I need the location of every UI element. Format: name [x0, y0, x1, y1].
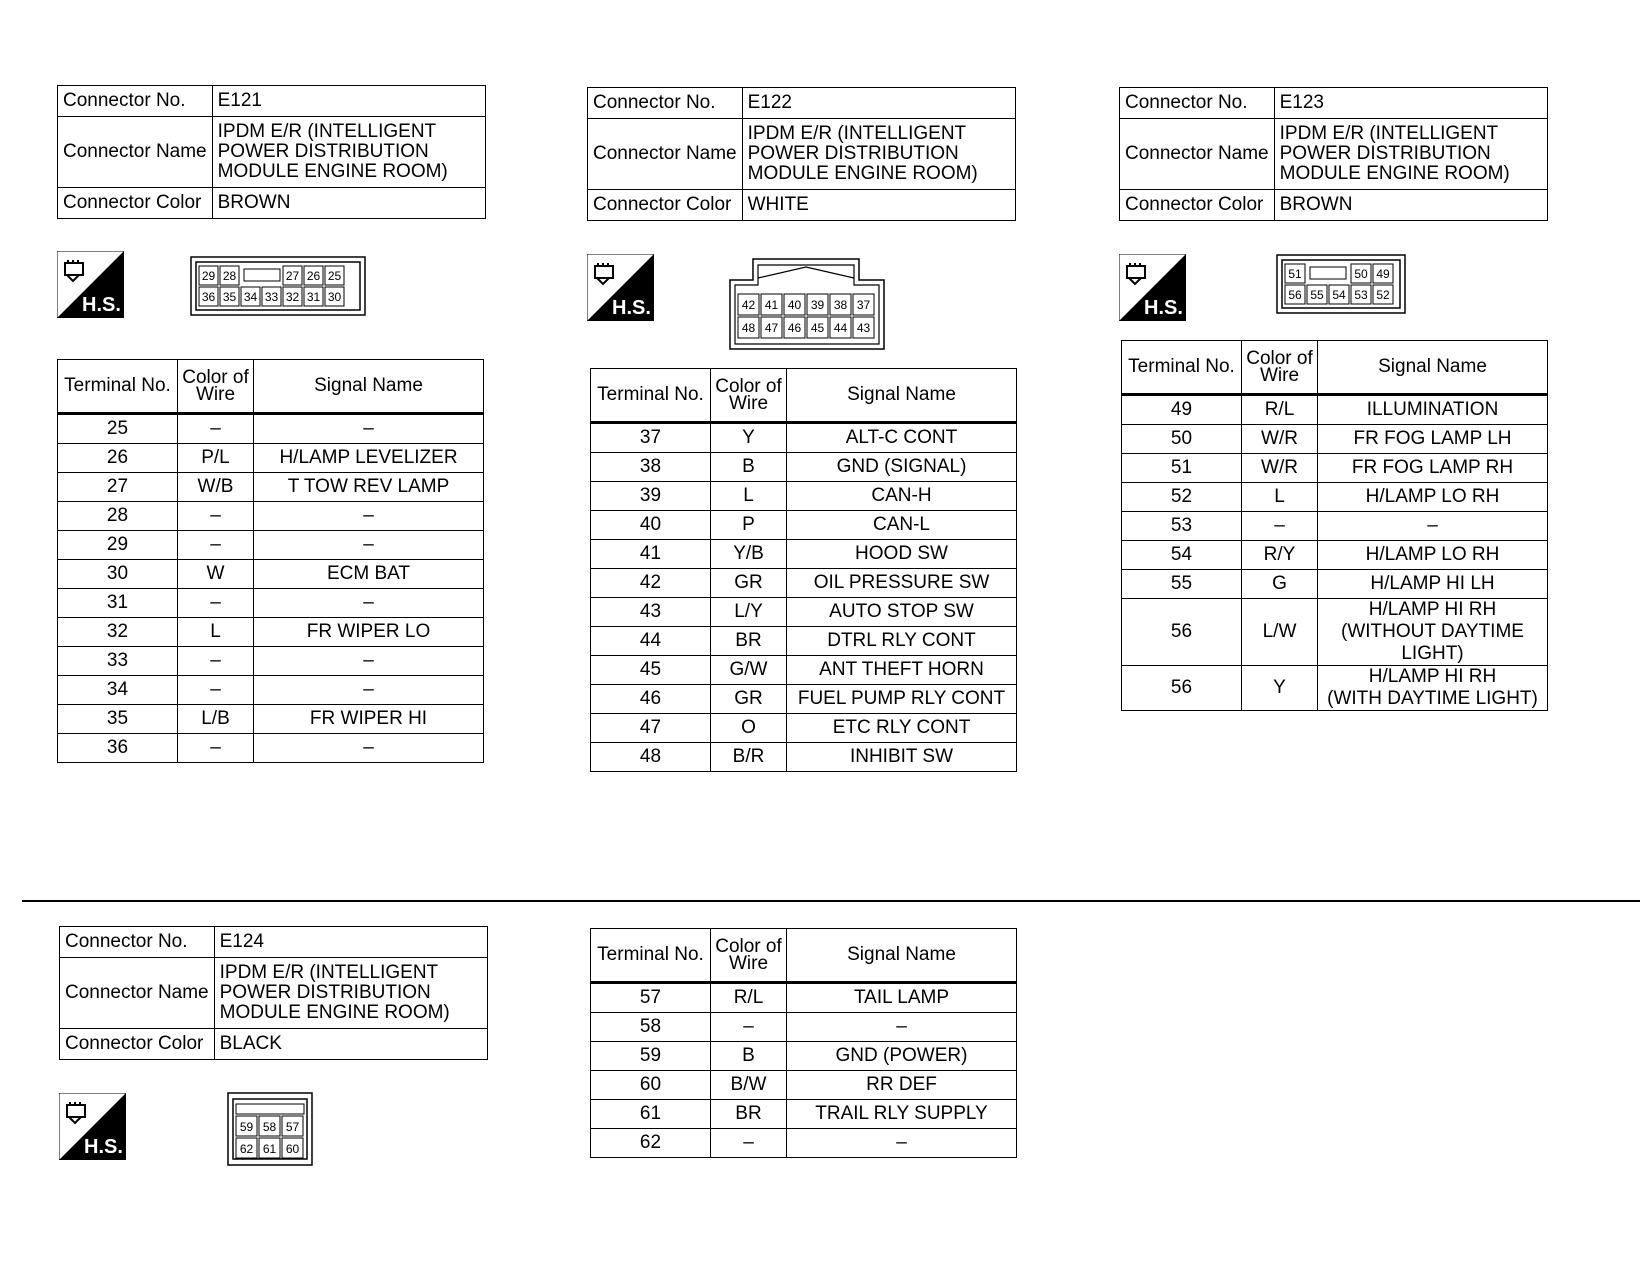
pin-52: 52 — [1376, 288, 1390, 302]
terminal-row — [1122, 454, 1548, 483]
signal-name-cell: TRAIL RLY SUPPLY — [787, 1100, 1017, 1129]
signal-name-cell: – — [254, 502, 484, 531]
wire-color-cell: R/L — [711, 983, 787, 1013]
terminal-row — [591, 685, 1017, 714]
wire-color-cell: L — [178, 618, 254, 647]
connector-color-label: Connector Color — [60, 1029, 215, 1060]
pin-26: 26 — [306, 269, 321, 283]
terminal-no-cell: 43 — [591, 598, 711, 627]
signal-name-cell: – — [254, 414, 484, 444]
harness-side-icon — [587, 254, 654, 321]
terminal-no-cell: 52 — [1122, 483, 1242, 512]
terminal-row — [591, 453, 1017, 482]
connector-name-value: IPDM E/R (INTELLIGENT POWER DISTRIBUTION MODULE ENGINE ROOM) — [214, 958, 487, 1029]
terminal-row — [58, 618, 484, 647]
terminal-no-cell: 53 — [1122, 512, 1242, 541]
wire-color-cell: GR — [711, 685, 787, 714]
terminal-no-header: Terminal No. — [1122, 341, 1242, 395]
terminal-no-cell: 55 — [1122, 570, 1242, 599]
connector-no-label: Connector No. — [60, 927, 215, 958]
terminal-row — [1122, 541, 1548, 570]
terminal-no-cell: 46 — [591, 685, 711, 714]
pin-45: 45 — [810, 321, 825, 335]
wire-color-cell: BR — [711, 1100, 787, 1129]
connector-no-value: E123 — [1274, 88, 1547, 119]
pin-61: 61 — [262, 1142, 277, 1156]
pin-44: 44 — [833, 321, 848, 335]
terminal-no-cell: 44 — [591, 627, 711, 656]
wire-color-cell: – — [178, 676, 254, 705]
wire-color-cell: L/W — [1242, 599, 1318, 666]
wire-color-cell: L/B — [178, 705, 254, 734]
terminal-no-cell: 51 — [1122, 454, 1242, 483]
pin-53: 53 — [1354, 288, 1368, 302]
connector-color-label: Connector Color — [1120, 190, 1275, 221]
terminal-no-cell: 41 — [591, 540, 711, 569]
wire-color-cell: W/R — [1242, 425, 1318, 454]
wire-color-cell: Y/B — [711, 540, 787, 569]
terminal-row — [58, 560, 484, 589]
pin-29: 29 — [201, 269, 216, 283]
pin-55: 55 — [1310, 288, 1324, 302]
wire-color-cell: G — [1242, 570, 1318, 599]
connector-no-value: E122 — [742, 88, 1015, 119]
signal-name-header: Signal Name — [1318, 341, 1548, 395]
terminal-rows — [58, 414, 484, 763]
terminal-table-e124 — [590, 928, 1017, 1158]
terminal-row — [1122, 425, 1548, 454]
terminal-row — [58, 531, 484, 560]
wire-color-cell: – — [178, 502, 254, 531]
terminal-no-cell: 61 — [591, 1100, 711, 1129]
wire-color-cell: B/W — [711, 1071, 787, 1100]
wire-color-cell: B — [711, 453, 787, 482]
connector-name-value: IPDM E/R (INTELLIGENT POWER DISTRIBUTION MODULE ENGINE ROOM) — [1274, 119, 1547, 190]
terminal-row — [591, 569, 1017, 598]
pin-54: 54 — [1332, 288, 1346, 302]
terminal-row — [58, 705, 484, 734]
pin-62: 62 — [239, 1142, 254, 1156]
color-of-wire-header: Color of Wire — [178, 360, 254, 414]
signal-name-header: Signal Name — [787, 929, 1017, 983]
signal-name-cell: DTRL RLY CONT — [787, 627, 1017, 656]
terminal-table-e123 — [1121, 340, 1548, 711]
signal-name-cell: CAN-H — [787, 482, 1017, 511]
signal-name-cell: T TOW REV LAMP — [254, 473, 484, 502]
wire-color-cell: Y — [711, 423, 787, 453]
wire-color-cell: L/Y — [711, 598, 787, 627]
terminal-row — [591, 482, 1017, 511]
wire-color-cell: G/W — [711, 656, 787, 685]
connector-no-label: Connector No. — [58, 86, 213, 117]
signal-name-cell: TAIL LAMP — [787, 983, 1017, 1013]
terminal-no-cell: 37 — [591, 423, 711, 453]
terminal-no-cell: 60 — [591, 1071, 711, 1100]
terminal-no-cell: 57 — [591, 983, 711, 1013]
connector-name-value: IPDM E/R (INTELLIGENT POWER DISTRIBUTION MODULE ENGINE ROOM) — [212, 117, 485, 188]
terminal-no-cell: 32 — [58, 618, 178, 647]
wire-color-cell: – — [711, 1129, 787, 1158]
terminal-no-cell: 59 — [591, 1042, 711, 1071]
pin-42: 42 — [741, 298, 756, 312]
terminal-row — [591, 511, 1017, 540]
wire-color-cell: – — [178, 734, 254, 763]
terminal-no-cell: 47 — [591, 714, 711, 743]
pin-25: 25 — [327, 269, 342, 283]
terminal-no-cell: 28 — [58, 502, 178, 531]
pin-50: 50 — [1354, 267, 1368, 281]
signal-name-cell: H/LAMP LO RH — [1318, 541, 1548, 570]
wire-color-cell: O — [711, 714, 787, 743]
terminal-no-cell: 34 — [58, 676, 178, 705]
terminal-no-cell: 29 — [58, 531, 178, 560]
pin-39: 39 — [810, 298, 825, 312]
connector-color-label: Connector Color — [588, 190, 743, 221]
terminal-no-cell: 31 — [58, 589, 178, 618]
pin-37: 37 — [856, 298, 871, 312]
connector-color-value: BROWN — [1274, 190, 1547, 221]
signal-name-cell: INHIBIT SW — [787, 743, 1017, 772]
connector-no-value: E124 — [214, 927, 487, 958]
wire-color-cell: L — [1242, 483, 1318, 512]
signal-name-cell: – — [1318, 512, 1548, 541]
connector-info-e124 — [59, 926, 488, 1060]
terminal-row — [591, 1129, 1017, 1158]
terminal-no-cell: 54 — [1122, 541, 1242, 570]
terminal-row — [591, 1071, 1017, 1100]
signal-name-cell: – — [254, 589, 484, 618]
pin-43: 43 — [856, 321, 871, 335]
terminal-no-header: Terminal No. — [58, 360, 178, 414]
signal-name-header: Signal Name — [787, 369, 1017, 423]
connector-name-value: IPDM E/R (INTELLIGENT POWER DISTRIBUTION MODULE ENGINE ROOM) — [742, 119, 1015, 190]
pin-51: 51 — [1288, 267, 1302, 281]
wire-color-cell: L — [711, 482, 787, 511]
terminal-row — [58, 473, 484, 502]
connector-name-label: Connector Name — [60, 958, 215, 1029]
terminal-table-e122 — [590, 368, 1017, 772]
connector-color-value: BROWN — [212, 188, 485, 219]
section-divider — [22, 900, 1640, 902]
terminal-no-cell: 38 — [591, 453, 711, 482]
signal-name-cell: H/LAMP LO RH — [1318, 483, 1548, 512]
wire-color-cell: W — [178, 560, 254, 589]
terminal-no-cell: 42 — [591, 569, 711, 598]
terminal-no-cell: 50 — [1122, 425, 1242, 454]
connector-color-value: BLACK — [214, 1029, 487, 1060]
signal-name-cell: – — [254, 734, 484, 763]
terminal-no-header: Terminal No. — [591, 369, 711, 423]
terminal-rows — [591, 423, 1017, 772]
signal-name-cell: RR DEF — [787, 1071, 1017, 1100]
pin-35: 35 — [222, 290, 237, 304]
harness-side-icon — [57, 251, 124, 318]
hs-badge-text: H.S. — [84, 1136, 123, 1158]
hs-badge-text: H.S. — [82, 294, 121, 316]
terminal-no-cell: 36 — [58, 734, 178, 763]
signal-name-cell: – — [254, 676, 484, 705]
connector-face-e123 — [1276, 254, 1406, 314]
signal-name-cell: – — [254, 531, 484, 560]
wire-color-cell: R/Y — [1242, 541, 1318, 570]
pin-47: 47 — [764, 321, 779, 335]
terminal-row — [58, 589, 484, 618]
signal-name-header: Signal Name — [254, 360, 484, 414]
terminal-table-e121 — [57, 359, 484, 763]
connector-color-value: WHITE — [742, 190, 1015, 221]
terminal-no-cell: 35 — [58, 705, 178, 734]
signal-name-cell: ETC RLY CONT — [787, 714, 1017, 743]
signal-name-cell: AUTO STOP SW — [787, 598, 1017, 627]
wire-color-cell: P/L — [178, 444, 254, 473]
wire-color-cell: B — [711, 1042, 787, 1071]
terminal-rows — [1122, 395, 1548, 711]
pin-49: 49 — [1376, 267, 1390, 281]
signal-name-cell: H/LAMP HI RH (WITHOUT DAYTIME LIGHT) — [1318, 599, 1548, 666]
terminal-row — [591, 1013, 1017, 1042]
connector-no-label: Connector No. — [588, 88, 743, 119]
harness-side-icon — [59, 1093, 126, 1160]
terminal-no-cell: 45 — [591, 656, 711, 685]
signal-name-cell: FR WIPER LO — [254, 618, 484, 647]
terminal-no-cell: 33 — [58, 647, 178, 676]
connector-name-label: Connector Name — [1120, 119, 1275, 190]
connector-name-label: Connector Name — [588, 119, 743, 190]
signal-name-cell: HOOD SW — [787, 540, 1017, 569]
hs-badge-text: H.S. — [612, 297, 651, 319]
wire-color-cell: W/R — [1242, 454, 1318, 483]
signal-name-cell: H/LAMP HI LH — [1318, 570, 1548, 599]
connector-face-e121 — [190, 256, 366, 316]
wire-color-cell: BR — [711, 627, 787, 656]
signal-name-cell: ILLUMINATION — [1318, 395, 1548, 425]
wire-color-cell: – — [178, 589, 254, 618]
connector-no-value: E121 — [212, 86, 485, 117]
terminal-row — [591, 627, 1017, 656]
terminal-no-cell: 40 — [591, 511, 711, 540]
terminal-no-cell: 26 — [58, 444, 178, 473]
terminal-row — [1122, 483, 1548, 512]
signal-name-cell: – — [254, 647, 484, 676]
signal-name-cell: ALT-C CONT — [787, 423, 1017, 453]
signal-name-cell: GND (POWER) — [787, 1042, 1017, 1071]
pin-58: 58 — [262, 1120, 277, 1134]
terminal-row — [1122, 599, 1548, 666]
terminal-no-cell: 25 — [58, 414, 178, 444]
terminal-no-cell: 39 — [591, 482, 711, 511]
pin-41: 41 — [764, 298, 779, 312]
signal-name-cell: H/LAMP LEVELIZER — [254, 444, 484, 473]
pin-60: 60 — [285, 1142, 300, 1156]
pin-30: 30 — [327, 290, 342, 304]
terminal-row — [58, 502, 484, 531]
signal-name-cell: GND (SIGNAL) — [787, 453, 1017, 482]
connector-info-e123 — [1119, 87, 1548, 221]
terminal-row — [591, 540, 1017, 569]
color-of-wire-header: Color of Wire — [1242, 341, 1318, 395]
pin-36: 36 — [201, 290, 216, 304]
terminal-row — [58, 414, 484, 444]
pin-32: 32 — [285, 290, 300, 304]
wire-color-cell: B/R — [711, 743, 787, 772]
connector-no-label: Connector No. — [1120, 88, 1275, 119]
terminal-no-header: Terminal No. — [591, 929, 711, 983]
signal-name-cell: FR WIPER HI — [254, 705, 484, 734]
terminal-row — [591, 423, 1017, 453]
terminal-row — [591, 983, 1017, 1013]
connector-face-e122 — [729, 258, 885, 350]
terminal-no-cell: 62 — [591, 1129, 711, 1158]
terminal-row — [1122, 570, 1548, 599]
wire-color-cell: P — [711, 511, 787, 540]
terminal-row — [58, 647, 484, 676]
signal-name-cell: – — [787, 1013, 1017, 1042]
harness-side-icon — [1119, 254, 1186, 321]
terminal-row — [1122, 395, 1548, 425]
terminal-no-cell: 56 — [1122, 599, 1242, 666]
terminal-row — [591, 743, 1017, 772]
signal-name-cell: FR FOG LAMP LH — [1318, 425, 1548, 454]
terminal-no-cell: 30 — [58, 560, 178, 589]
pin-57: 57 — [285, 1120, 300, 1134]
color-of-wire-header: Color of Wire — [711, 929, 787, 983]
wire-color-cell: – — [1242, 512, 1318, 541]
signal-name-cell: ECM BAT — [254, 560, 484, 589]
signal-name-cell: FR FOG LAMP RH — [1318, 454, 1548, 483]
terminal-no-cell: 58 — [591, 1013, 711, 1042]
pin-31: 31 — [306, 290, 321, 304]
signal-name-cell: CAN-L — [787, 511, 1017, 540]
terminal-row — [591, 598, 1017, 627]
wire-color-cell: Y — [1242, 666, 1318, 711]
pin-59: 59 — [239, 1120, 254, 1134]
pin-38: 38 — [833, 298, 848, 312]
terminal-no-cell: 49 — [1122, 395, 1242, 425]
signal-name-cell: ANT THEFT HORN — [787, 656, 1017, 685]
terminal-row — [58, 734, 484, 763]
connector-info-e121 — [57, 85, 486, 219]
pin-28: 28 — [222, 269, 237, 283]
terminal-no-cell: 48 — [591, 743, 711, 772]
terminal-row — [58, 444, 484, 473]
terminal-rows — [591, 983, 1017, 1158]
pin-56: 56 — [1288, 288, 1302, 302]
signal-name-cell: OIL PRESSURE SW — [787, 569, 1017, 598]
wire-color-cell: – — [711, 1013, 787, 1042]
signal-name-cell: – — [787, 1129, 1017, 1158]
pin-40: 40 — [787, 298, 802, 312]
pin-34: 34 — [243, 290, 258, 304]
terminal-row — [591, 656, 1017, 685]
wire-color-cell: – — [178, 414, 254, 444]
pin-27: 27 — [285, 269, 300, 283]
pin-48: 48 — [741, 321, 756, 335]
connector-name-label: Connector Name — [58, 117, 213, 188]
terminal-row — [591, 1100, 1017, 1129]
hs-badge-text: H.S. — [1144, 297, 1183, 319]
terminal-no-cell: 27 — [58, 473, 178, 502]
pin-46: 46 — [787, 321, 802, 335]
terminal-row — [591, 714, 1017, 743]
wire-color-cell: – — [178, 647, 254, 676]
wire-color-cell: R/L — [1242, 395, 1318, 425]
signal-name-cell: FUEL PUMP RLY CONT — [787, 685, 1017, 714]
wire-color-cell: GR — [711, 569, 787, 598]
connector-face-e124 — [227, 1092, 313, 1166]
terminal-row — [591, 1042, 1017, 1071]
signal-name-cell: H/LAMP HI RH (WITH DAYTIME LIGHT) — [1318, 666, 1548, 711]
color-of-wire-header: Color of Wire — [711, 369, 787, 423]
connector-color-label: Connector Color — [58, 188, 213, 219]
terminal-row — [1122, 512, 1548, 541]
terminal-row — [1122, 666, 1548, 711]
pin-33: 33 — [264, 290, 279, 304]
terminal-row — [58, 676, 484, 705]
connector-info-e122 — [587, 87, 1016, 221]
wire-color-cell: – — [178, 531, 254, 560]
wire-color-cell: W/B — [178, 473, 254, 502]
terminal-no-cell: 56 — [1122, 666, 1242, 711]
